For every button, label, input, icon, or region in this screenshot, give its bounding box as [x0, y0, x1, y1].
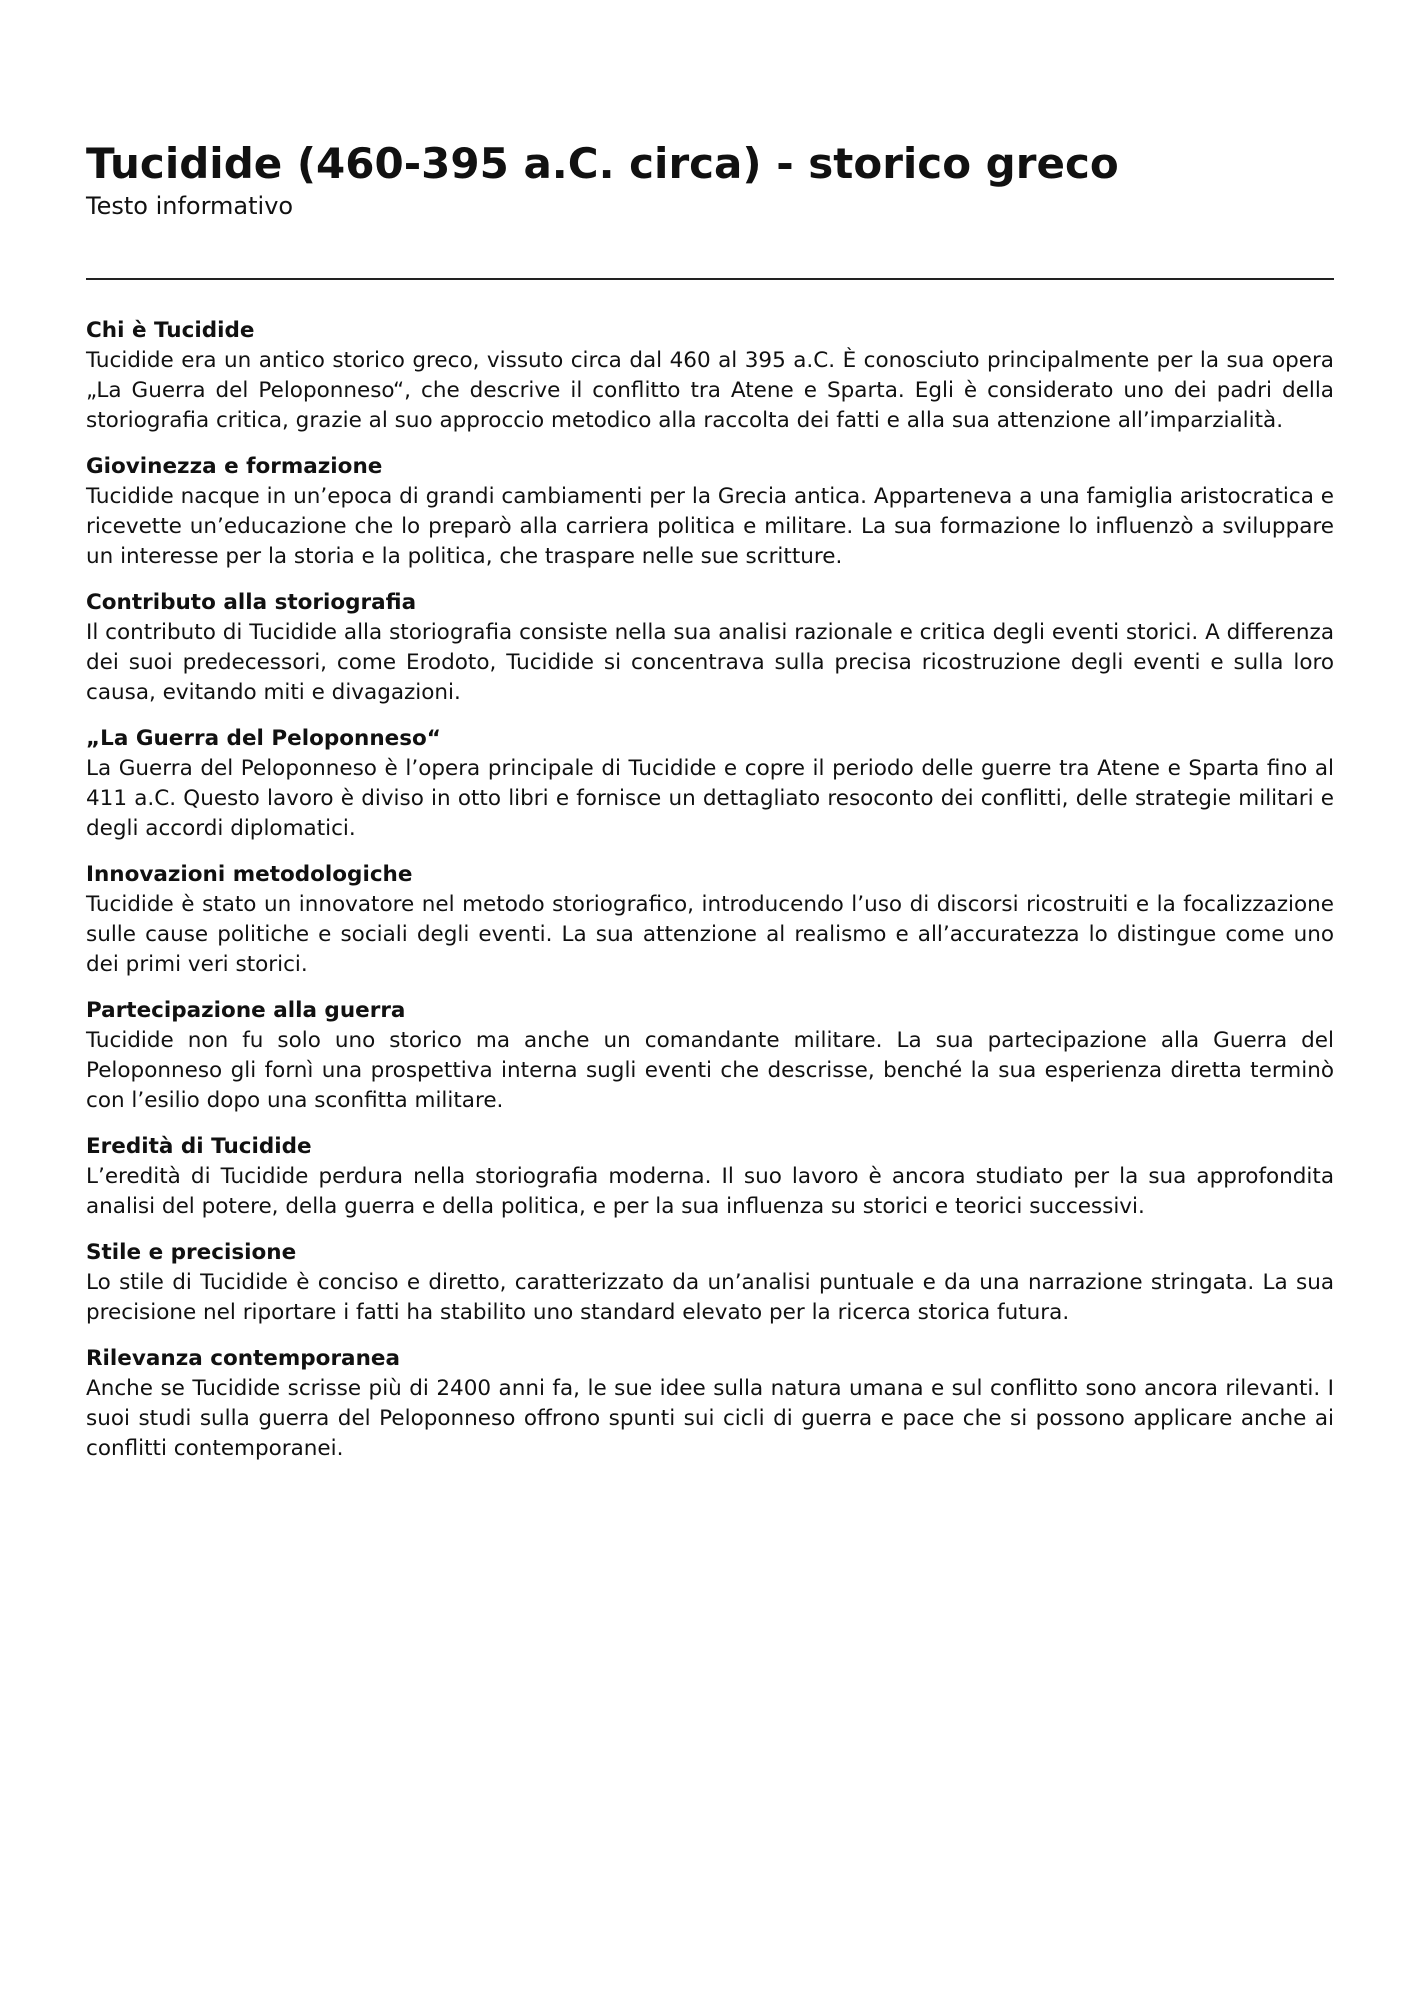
document-body: [86, 316, 1334, 1464]
section-heading: Eredità di Tucidide: [86, 1134, 312, 1159]
section-paragraph: Lo stile di Tucidide è conciso e diretto, caratterizzato da un’analisi puntuale e da una narrazione stringata. La sua precisione nel riportare i fatti ha stabilito uno standard elevato per la ricerca storica futura.: [86, 1270, 1334, 1325]
title-divider: [86, 278, 1334, 280]
section-paragraph: Il contributo di Tucidide alla storiografia consiste nella sua analisi razionale e critica degli eventi storici. A differenza dei suoi predecessori, come Erodoto, Tucidide si concentrava sulla precisa ricostruzione degli eventi e sulla loro causa, evitando miti e divagazioni.: [86, 620, 1334, 705]
section-rilevanza-contemporanea: [86, 1344, 1334, 1464]
document-page: [86, 138, 1334, 1480]
section-heading: Rilevanza contemporanea: [86, 1346, 400, 1371]
section-paragraph: Tucidide era un antico storico greco, vissuto circa dal 460 al 395 a.C. È conosciuto principalmente per la sua opera „La Guerra del Peloponneso“, che descrive il conflitto tra Atene e Sparta. Egli è considerato uno dei padri della storiografia critica, grazie al suo approccio metodico alla raccolta dei fatti e alla sua attenzione all’imparzialità.: [86, 348, 1334, 433]
section-heading: Giovinezza e formazione: [86, 454, 383, 479]
section-paragraph: Tucidide non fu solo uno storico ma anche un comandante militare. La sua partecipazione alla Guerra del Peloponneso gli fornì una prospettiva interna sugli eventi che descrisse, benché la sua esperienza diretta terminò con l’esilio dopo una sconfitta militare.: [86, 1028, 1334, 1113]
section-giovinezza-e-formazione: [86, 452, 1334, 572]
section-paragraph: Anche se Tucidide scrisse più di 2400 anni fa, le sue idee sulla natura umana e sul conflitto sono ancora rilevanti. I suoi studi sulla guerra del Peloponneso offrono spunti sui cicli di guerra e pace che si possono applicare anche ai conflitti contemporanei.: [86, 1376, 1334, 1461]
section-paragraph: Tucidide è stato un innovatore nel metodo storiografico, introducendo l’uso di discorsi ricostruiti e la focalizzazione sulle cause politiche e sociali degli eventi. La sua attenzione al realismo e all’accuratezza lo distingue come uno dei primi veri storici.: [86, 892, 1334, 977]
section-la-guerra-del-peloponneso: [86, 724, 1334, 844]
section-heading: Partecipazione alla guerra: [86, 998, 406, 1023]
section-innovazioni-metodologiche: [86, 860, 1334, 980]
section-paragraph: Tucidide nacque in un’epoca di grandi cambiamenti per la Grecia antica. Apparteneva a una famiglia aristocratica e ricevette un’educazione che lo preparò alla carriera politica e militare. La sua formazione lo influenzò a sviluppare un interesse per la storia e la politica, che traspare nelle sue scritture.: [86, 484, 1334, 569]
section-heading: Contributo alla storiografia: [86, 590, 417, 615]
section-heading: Stile e precisione: [86, 1240, 297, 1265]
section-chi-e-tucidide: [86, 316, 1334, 436]
section-paragraph: L’eredità di Tucidide perdura nella storiografia moderna. Il suo lavoro è ancora studiato per la sua approfondita analisi del potere, della guerra e della politica, e per la sua influenza su storici e teorici successivi.: [86, 1164, 1334, 1219]
section-paragraph: La Guerra del Peloponneso è l’opera principale di Tucidide e copre il periodo delle guerre tra Atene e Sparta fino al 411 a.C. Questo lavoro è diviso in otto libri e fornisce un dettagliato resoconto dei conflitti, delle strategie militari e degli accordi diplomatici.: [86, 756, 1334, 841]
section-partecipazione-alla-guerra: [86, 996, 1334, 1116]
document-subtitle: Testo informativo: [86, 192, 294, 220]
section-stile-e-precisione: [86, 1238, 1334, 1328]
section-heading: „La Guerra del Peloponneso“: [86, 726, 441, 751]
section-heading: Chi è Tucidide: [86, 318, 255, 343]
section-eredita-di-tucidide: [86, 1132, 1334, 1222]
section-contributo-alla-storiografia: [86, 588, 1334, 708]
section-heading: Innovazioni metodologiche: [86, 862, 413, 887]
document-title: Tucidide (460-395 a.C. circa) - storico greco: [86, 139, 1119, 188]
